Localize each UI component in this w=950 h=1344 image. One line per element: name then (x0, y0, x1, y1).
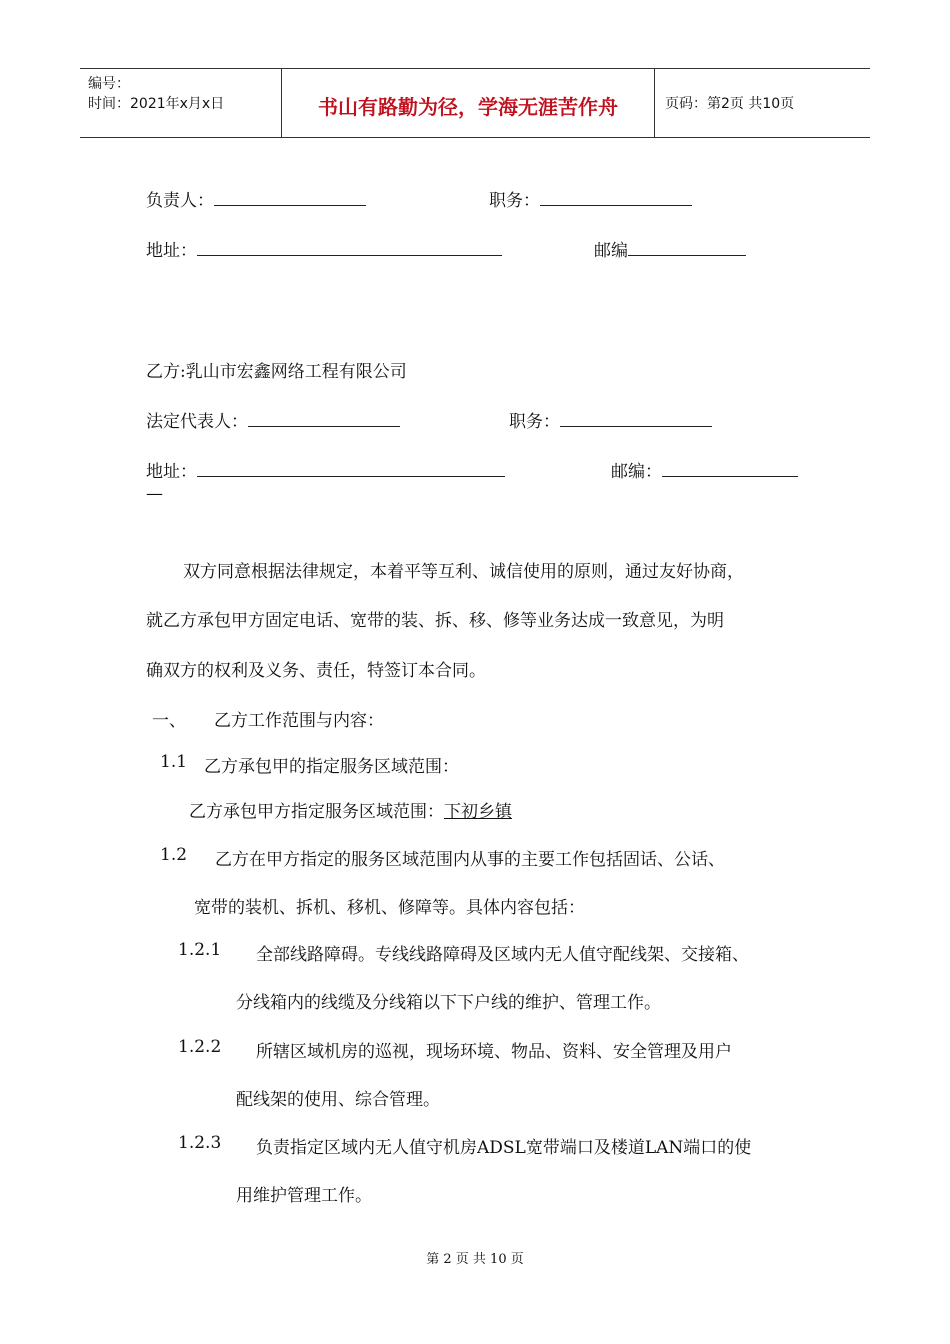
legal-rep-label: 法定代表人： (146, 412, 248, 432)
header-page-info: 页码：第2页 共10页 (665, 96, 795, 112)
clause-1-2-1-line-2: 分线箱内的线缆及分线箱以下下户线的维护、管理工作。 (236, 993, 661, 1013)
clause-1-1-detail (189, 797, 512, 822)
clause-1-2-line-1: 乙方在甲方指定的服务区域范围内从事的主要工作包括固话、公话、 (215, 850, 725, 870)
postcode-label: 邮编 (594, 241, 628, 261)
clause-1-2-2-line-1: 所辖区域机房的巡视，现场环境、物品、资料、安全管理及用户 (256, 1042, 732, 1062)
section-1-number: 一、 (152, 711, 186, 731)
section-1-title: 乙方工作范围与内容： (214, 711, 384, 731)
legal-rep-line (146, 407, 400, 432)
document-date: 时间：2021年x月x日 (88, 96, 225, 112)
clause-1-2-number: 1.2 (160, 845, 188, 865)
intro-line-3: 确双方的权利及义务、责任，特签订本合同。 (146, 661, 486, 681)
clause-1-1-title: 乙方承包甲的指定服务区域范围： (204, 757, 459, 777)
party-b-name: 乙方:乳山市宏鑫网络工程有限公司 (146, 362, 407, 382)
document-number-label: 编号： (88, 76, 130, 92)
position-label: 职务： (489, 191, 540, 211)
position-blank[interactable] (540, 191, 692, 206)
clause-1-2-1-line-1: 全部线路障碍。专线线路障碍及区域内无人值守配线架、交接箱、 (256, 945, 749, 965)
header-motto-cell (281, 69, 655, 137)
clause-1-2-1-number: 1.2.1 (178, 940, 222, 960)
postcode-blank[interactable] (628, 241, 746, 256)
intro-line-2: 就乙方承包甲方固定电话、宽带的装、拆、移、修等业务达成一致意见，为明 (146, 611, 724, 631)
party-b-postcode-line (611, 457, 798, 482)
address-line (146, 236, 502, 261)
responsible-person-line (146, 186, 366, 211)
party-b-position-label: 职务： (509, 412, 560, 432)
header-motto: 书山有路勤为径，学海无涯苦作舟 (318, 95, 618, 119)
clause-1-1-number: 1.1 (160, 752, 188, 772)
header-meta (80, 69, 280, 137)
party-b-postcode-overflow: — (146, 484, 163, 504)
legal-rep-blank[interactable] (248, 412, 400, 427)
clause-1-2-3-line-2: 用维护管理工作。 (236, 1186, 372, 1206)
clause-1-2-3-number: 1.2.3 (178, 1133, 222, 1153)
service-area-label: 乙方承包甲方指定服务区域范围： (189, 802, 444, 822)
page-header (80, 68, 870, 138)
service-area-value: 下初乡镇 (444, 802, 512, 822)
clause-1-2-3-line-1: 负责指定区域内无人值守机房ADSL宽带端口及楼道LAN端口的使 (256, 1138, 752, 1158)
responsible-blank[interactable] (214, 191, 366, 206)
clause-1-2-2-line-2: 配线架的使用、综合管理。 (236, 1090, 440, 1110)
party-b-address-line (146, 457, 505, 482)
page-footer: 第 2 页 共 10 页 (426, 1252, 524, 1267)
address-blank[interactable] (197, 241, 502, 256)
responsible-label: 负责人： (146, 191, 214, 211)
position-line (489, 186, 692, 211)
party-b-address-blank[interactable] (197, 462, 505, 477)
clause-1-2-2-number: 1.2.2 (178, 1037, 222, 1057)
postcode-line (594, 236, 746, 261)
clause-1-2-line-2: 宽带的装机、拆机、移机、修障等。具体内容包括： (194, 898, 585, 918)
party-b-position-line (509, 407, 712, 432)
party-b-address-label: 地址： (146, 462, 197, 482)
party-b-postcode-blank[interactable] (662, 462, 798, 477)
party-b-position-blank[interactable] (560, 412, 712, 427)
address-label: 地址： (146, 241, 197, 261)
party-b-postcode-label: 邮编： (611, 462, 662, 482)
intro-line-1: 双方同意根据法律规定，本着平等互利、诚信使用的原则，通过友好协商， (183, 562, 744, 582)
